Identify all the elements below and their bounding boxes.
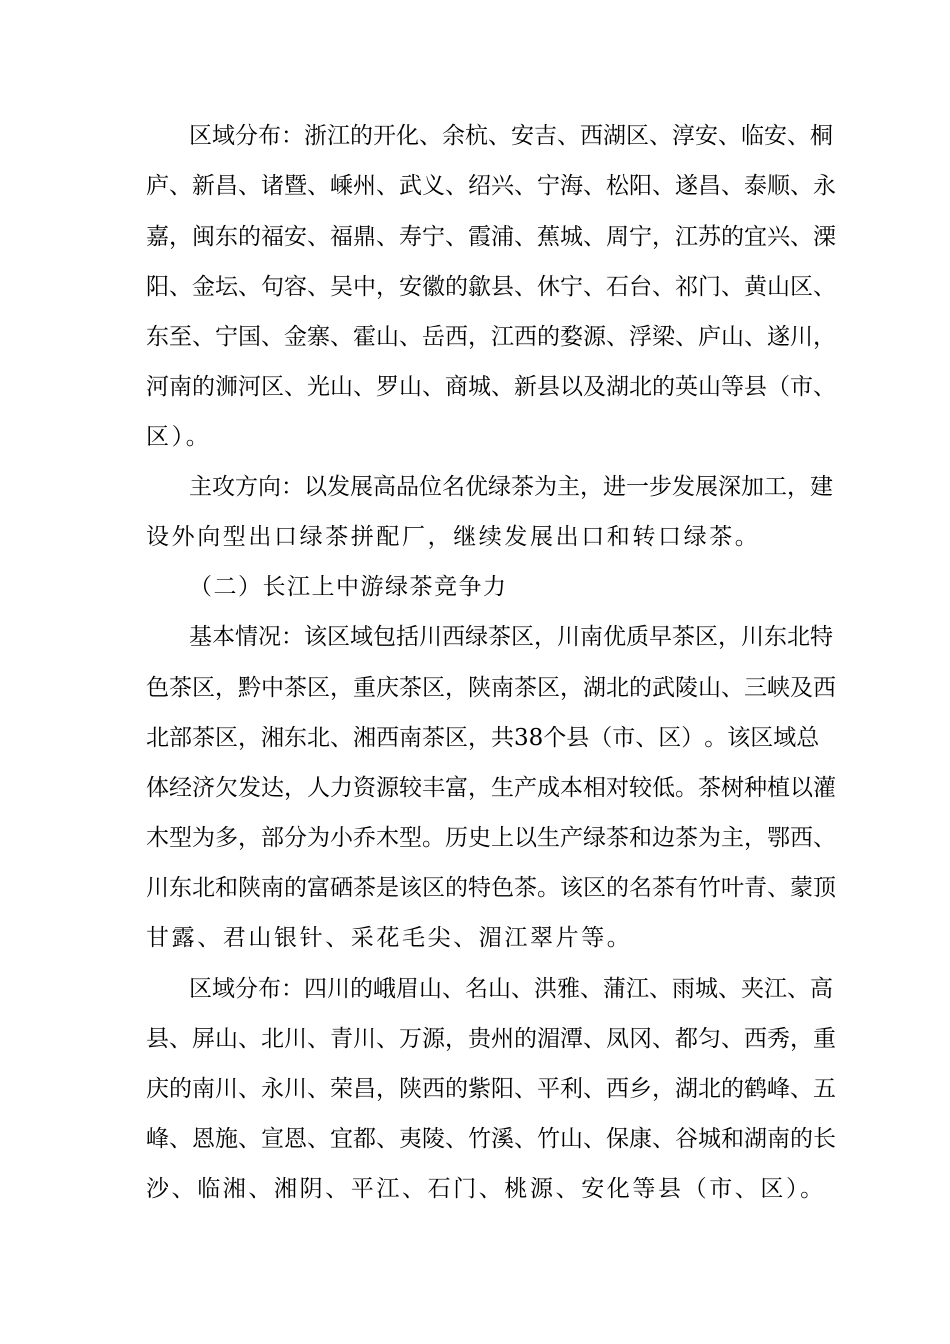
text-line: 体 经 济 欠 发 达 ， 人 力 资 源 较 丰 富 ， 生 产 成 本 相 对 较 低 。 茶 树 种 植 以 灌 (146, 775, 836, 801)
section-heading: （二）长江上中游绿茶竞争力 (189, 574, 508, 600)
text-line: 县 、 屏 山 、 北 川 、 青 川 、 万 源 ， 贵 州 的 湄 潭 、 凤 冈 、 都 匀 、 西 秀 ， 重 (146, 1026, 836, 1052)
text-line: 色 茶 区 ， 黔 中 茶 区 ， 重 庆 茶 区 ， 陕 南 茶 区 ， 湖 北 的 武 陵 山 、 三 峡 及 西 (146, 675, 836, 701)
text-line: 区 域 分 布 ： 四 川 的 峨 眉 山 、 名 山 、 洪 雅 、 蒲 江 、 雨 城 、 夹 江 、 高 (189, 976, 833, 1002)
text-line: 木 型 为 多 ， 部 分 为 小 乔 木 型 。 历 史 上 以 生 产 绿 茶 和 边 茶 为 主 ， 鄂 西 、 (146, 825, 836, 851)
text-line: 峰 、 恩 施 、 宣 恩 、 宜 都 、 夷 陵 、 竹 溪 、 竹 山 、 保 康 、 谷 城 和 湖 南 的 长 (146, 1126, 836, 1152)
text-line: 设外向型出口绿茶拼配厂，继续发展出口和转口绿茶。 (146, 524, 761, 550)
text-line: 沙、临湘、湘阴、平江、石门、桃源、安化等县（市、区）。 (146, 1176, 826, 1202)
text-line: 东 至 、 宁 国 、 金 寨 、 霍 山 、 岳 西 ， 江 西 的 婺 源 、 浮 梁 、 庐 山 、 遂 川 ， (146, 324, 836, 350)
text-line: 川 东 北 和 陕 南 的 富 硒 茶 是 该 区 的 特 色 茶 。 该 区 的 名 茶 有 竹 叶 青 、 蒙 顶 (146, 875, 836, 901)
text-line: 区）。 (146, 424, 212, 450)
text-line: 区 域 分 布 ： 浙 江 的 开 化 、 余 杭 、 安 吉 、 西 湖 区 、 淳 安 、 临 安 、 桐 (189, 123, 833, 149)
text-line: 庆 的 南 川 、 永 川 、 荣 昌 ， 陕 西 的 紫 阳 、 平 利 、 西 乡 ， 湖 北 的 鹤 峰 、 五 (146, 1076, 836, 1102)
text-line: 基 本 情 况 ： 该 区 域 包 括 川 西 绿 茶 区 ， 川 南 优 质 早 茶 区 ， 川 东 北 特 (189, 624, 833, 650)
text-line: 阳 、 金 坛 、 句 容 、 吴 中 ， 安 徽 的 歙 县 、 休 宁 、 石 台 、 祁 门 、 黄 山 区 、 (146, 274, 836, 300)
text-line: 北 部 茶 区 ， 湘 东 北 、 湘 西 南 茶 区 ， 共 3 8 个 县 （ 市 、 区 ） 。 该 区 域 总 (146, 725, 820, 751)
text-line: 河 南 的 浉 河 区 、 光 山 、 罗 山 、 商 城 、 新 县 以 及 湖 北 的 英 山 等 县 （ 市 、 (146, 374, 836, 400)
text-line: 主 攻 方 向 ： 以 发 展 高 品 位 名 优 绿 茶 为 主 ， 进 一 步 发 展 深 加 工 ， 建 (189, 474, 833, 500)
text-line: 甘露、君山银针、采花毛尖、湄江翠片等。 (146, 925, 633, 951)
text-line: 嘉 ， 闽 东 的 福 安 、 福 鼎 、 寿 宁 、 霞 浦 、 蕉 城 、 周 宁 ， 江 苏 的 宜 兴 、 溧 (146, 224, 836, 250)
text-line: 庐 、 新 昌 、 诸 暨 、 嵊 州 、 武 义 、 绍 兴 、 宁 海 、 松 阳 、 遂 昌 、 泰 顺 、 永 (146, 173, 836, 199)
